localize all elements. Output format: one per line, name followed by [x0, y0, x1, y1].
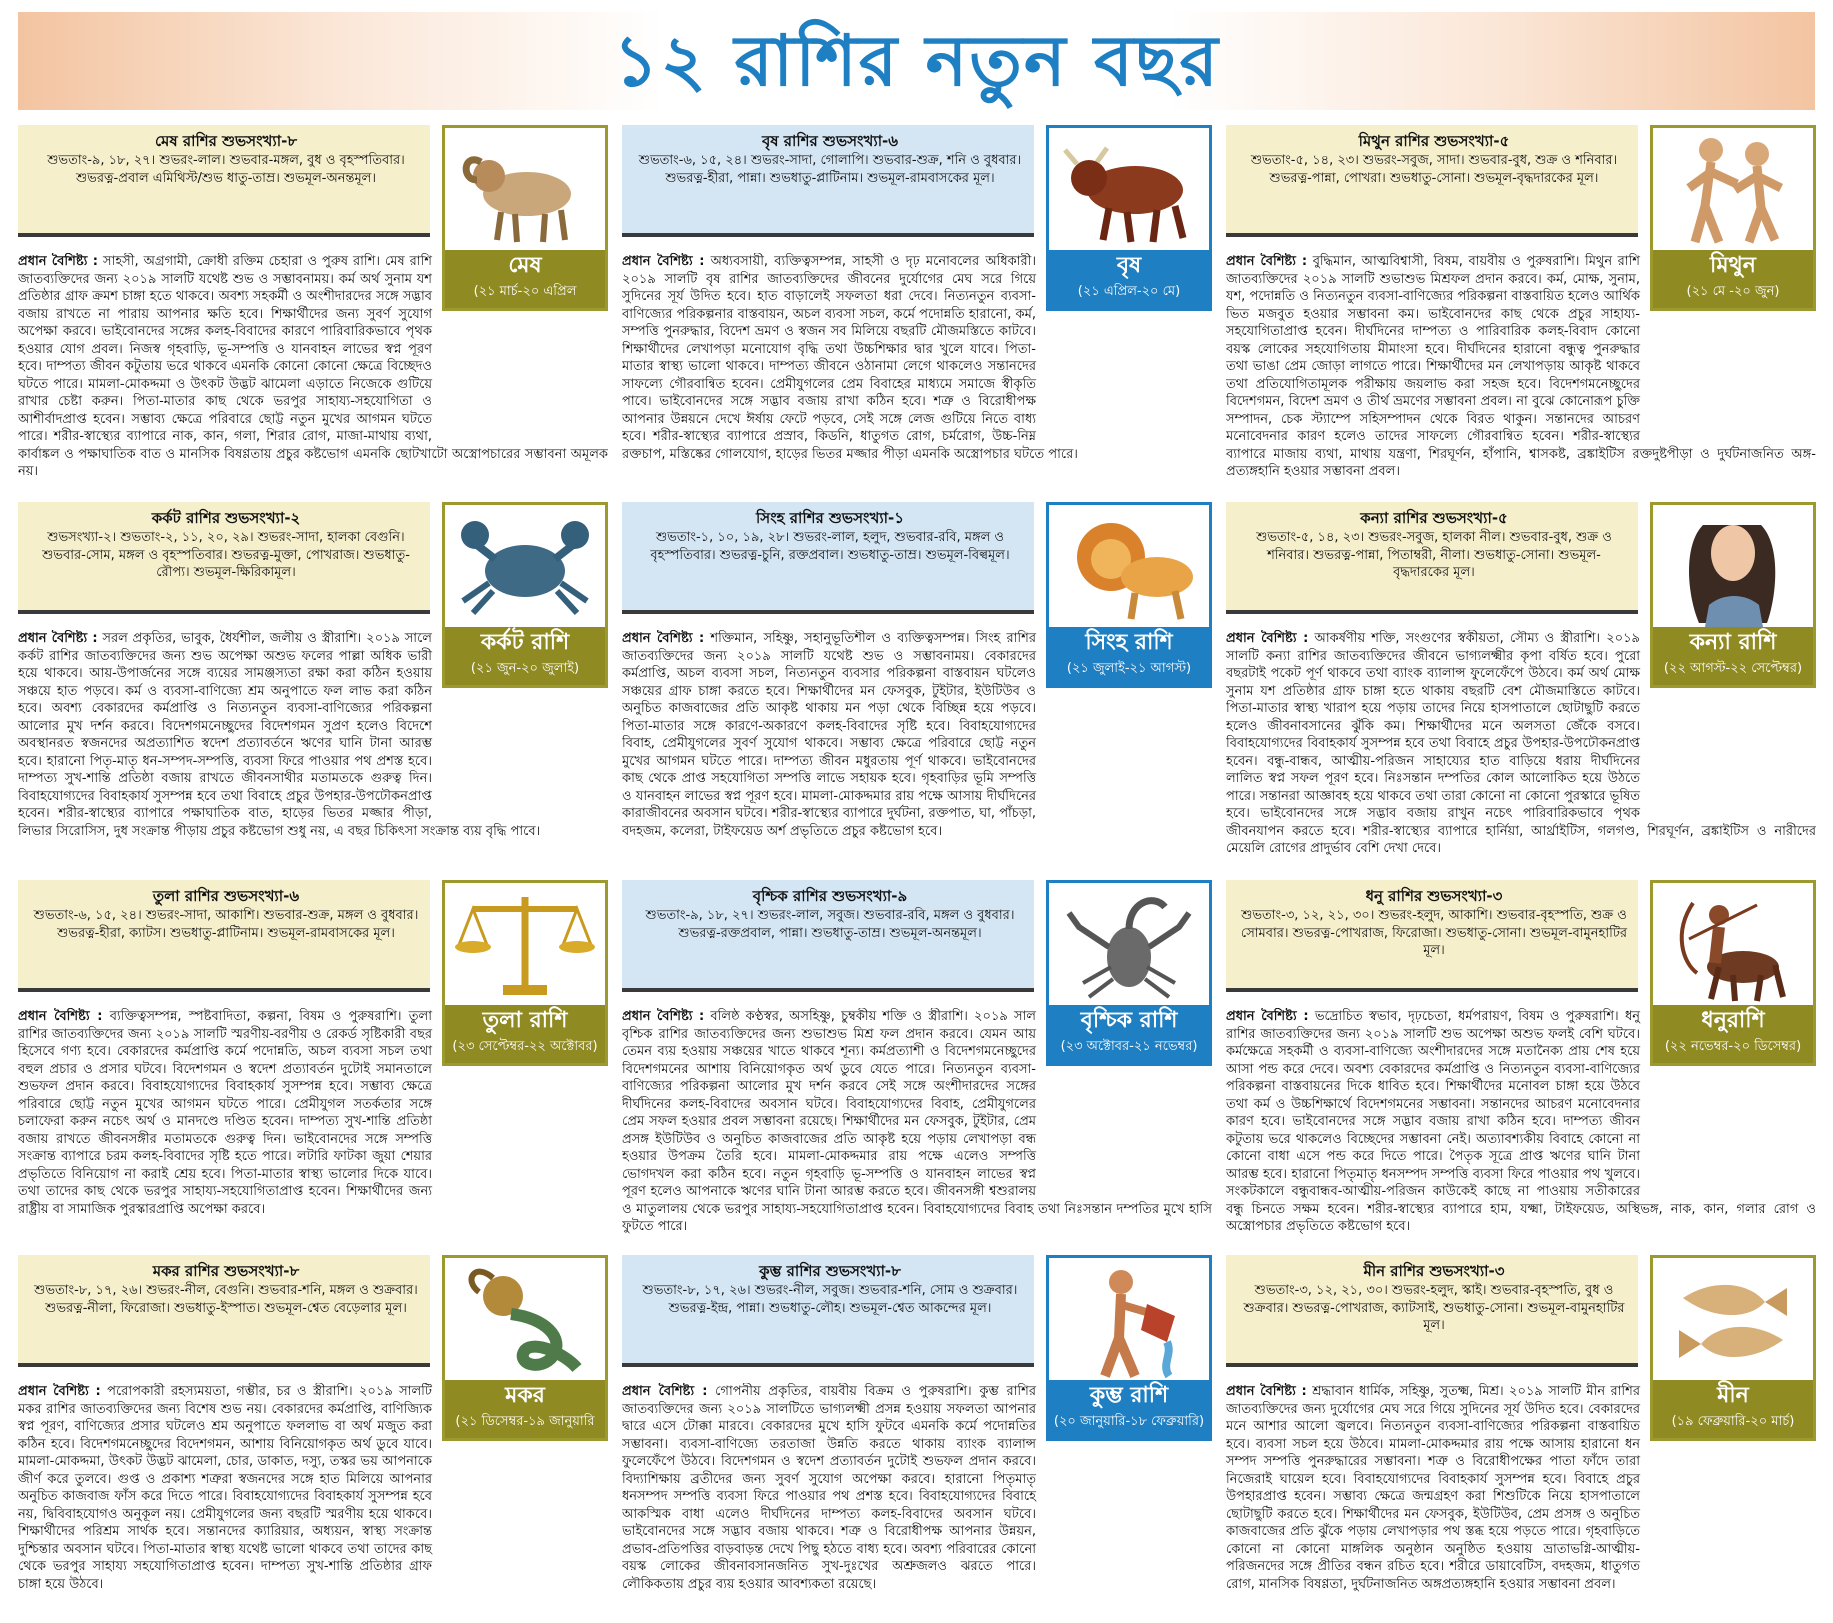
lion-icon: [1049, 505, 1209, 627]
lucky-details: শুভতাং-৫, ১৪, ২৩। শুভরং-সবুজ, হালকা নীল। শুভবার-বুধ, শুক্র ও শনিবার। শুভরত্ন-পান্না, পিতাম্বরী, নীলা। শুভধাতু-সোনা। শুভমূল-বৃদ্ধদারকের মূল।: [1256, 530, 1612, 580]
crab-icon: [445, 505, 605, 627]
fish-icon: [1653, 1258, 1813, 1380]
lucky-details: শুভতাং-৩, ১২, ২১, ৩০। শুভরং-হলুদ, স্কাই। শুভবার-বৃহস্পতি, বুধ ও শুক্রবার। শুভরত্ন-পোখরাজ, ক্যাটসাই, শুভধাতু-সোনা। শুভমূল-বামুনহাটির মূল।: [1243, 1283, 1625, 1333]
lucky-number-title: মকর রাশির শুভসংখ্যা-৮: [152, 1262, 300, 1280]
sign-dates: (২০ জানুয়ারি-১৮ ফেব্রুয়ারি): [1053, 1414, 1205, 1429]
sign-description: [622, 630, 1212, 865]
sign-dates: (২২ নভেম্বর-২০ ডিসেম্বর): [1664, 1039, 1802, 1054]
ram-icon: [445, 128, 605, 250]
sign-name: কন্যা রাশি: [1689, 630, 1777, 655]
trait-label: প্রধান বৈশিষ্ট্য :: [622, 1384, 708, 1399]
scales-icon: [445, 883, 605, 1005]
lucky-info-box: [18, 125, 430, 237]
lucky-number-title: ধনু রাশির শুভসংখ্যা-৩: [1365, 887, 1503, 905]
sign-name: মেষ: [508, 253, 542, 278]
sign-dates: (২৩ সেপ্টেম্বর-২২ অক্টোবর): [452, 1039, 598, 1054]
trait-text: শ্রদ্ধাবান ধার্মিক, সহিষ্ণু, সুতক্ষ্ম, মিশ্র। ২০১৯ সালটি মীন রাশির জাতব্যক্তিদের জন্য দুর্যোগের মেঘ সরে গিয়ে সুদিনের সূর্য উদিত হবে। বেকারদের মনে আশার আলো জ্বলবে। নিত্যনতুন ব্যবসা-বাণিজ্যের পরিকল্পনা বাস্তবায়িত হবে। ব্যবসা সচল হয়ে উঠবে। মামলা-মোকদ্দমার রায় পক্ষে আসায় হারানো ধন সম্পদ সম্পত্তি পুনরুদ্ধারের সম্ভাবনা। শত্রু ও বিরোধীপক্ষের পাতা ফাঁদে তারা নিজেরাই ঘায়েল হবে। বিবাহযোগ্যদের বিবাহকার্য সুসম্পন্ন হবে। বিবাহে প্রচুর উপহারপ্রাপ্ত হবেন। সম্ভাব্য ক্ষেত্রে জন্মগ্রহণ করা শিশুটিকে নিয়ে হাসপাতালে ছোটাছুটি করতে হবে। শিক্ষার্থীদের মন ফেসবুক, ইউটিউব, প্রেম প্রসঙ্গ ও অনুচিত কাজবাজের প্রতি ঝুঁকে পড়ায় লেখাপড়ার পথ স্তব্ধ হয়ে পড়তে পারে। গৃহবাড়িতে কোনো না কোনো মাঙ্গলিক অনুষ্ঠান অনুষ্ঠিত হওয়ায় ভ্রাতাভগ্নি-আত্মীয়-পরিজনদের সঙ্গে প্রীতির বন্ধন রচিত হবে। শরীরে ডায়াবেটিস, বদহজম, ধাতুগত রোগ, মানসিক বিষণ্ণতা, দুর্ঘটনাজনিত অঙ্গপ্রত্যঙ্গহানি হওয়ার সম্ভাবনা প্রবল।: [1226, 1384, 1640, 1592]
bull-icon: [1049, 128, 1209, 250]
lucky-info-box: [622, 125, 1034, 237]
sign-dates: (২২ আগস্ট-২২ সেপ্টেম্বর): [1663, 661, 1803, 676]
lucky-number-title: বৃষ রাশির শুভসংখ্যা-৬: [761, 132, 899, 150]
sign-dates: (২১ এপ্রিল-২০ মে): [1077, 284, 1181, 299]
trait-text: বুদ্ধিমান, আত্মবিশ্বাসী, বিষম, বায়বীয় ও পুরুষরাশি। মিথুন রাশি জাতব্যক্তিদের ২০১৯ সালটি শুভাশুভ মিশ্রফল প্রদান করবে। কর্ম, মোক্ষ, সুনাম, যশ, পদোন্নতি ও নিত্যনতুন ব্যবসা-বাণিজ্যের পরিকল্পনা বাস্তবায়িত হলেও আর্থিক ভিত মজবুত হওয়ার সম্ভাবনা কম। ভাইবোনদের কাছ থেকে প্রচুর সাহায্য-সহযোগিতাপ্রাপ্ত হবেন। দীর্ঘদিনের দাম্পত্য ও পারিবারিক কলহ-বিবাদ কোনো বয়স্ক লোকের সহযোগিতায় মীমাংসা হবে। দীর্ঘদিনের হারানো বন্ধুত্ব পুনরুদ্ধার তথা ভাঙা প্রেম জোড়া লাগতে পারে। শিক্ষার্থীদের মন লেখাপড়ায় আকৃষ্ট থাকবে তথা প্রতিযোগিতামূলক পরীক্ষায় জয়লাভ করা সহজ হবে। বিদেশগমনেচ্ছুদের বিদেশগমন, বিদেশ ভ্রমণ ও তীর্থ ভ্রমণের সম্ভাবনা প্রবল। না বুঝে কোনোরূপ চুক্তি সম্পাদন, চেক স্ট্যাম্পে সহিসম্পাদন থেকে বিরত থাকুন। সন্তানদের আচরণ মনোবেদনার কারণ হলেও তাদের সাফল্যে গৌরবান্বিত হবেন। শরীর-স্বাস্থ্যের ব্যাপারে মাজায় ব্যথা, মাথায় যন্ত্রণা, শিরঘূর্ণন, হাঁপানি, শ্বাসকষ্ট, ব্রঙ্কাইটিস রক্তদুষ্টপীড়া ও দুর্ঘটনাজনিত অঙ্গ-প্রত্যঙ্গহানি হওয়ার সম্ভাবনা প্রবল।: [1226, 254, 1816, 479]
zodiac-card-capricorn: [18, 1255, 608, 1620]
lucky-info-box: [622, 1255, 1034, 1367]
page-title: ১২ রাশির নতুন বছর: [613, 20, 1220, 102]
scorpion-icon: [1049, 883, 1209, 1005]
trait-label: প্রধান বৈশিষ্ট্য :: [18, 1384, 101, 1399]
lucky-number-title: কুম্ভ রাশির শুভসংখ্যা-৮: [759, 1262, 901, 1280]
lucky-number-title: মীন রাশির শুভসংখ্যা-৩: [1363, 1262, 1505, 1280]
trait-label: প্রধান বৈশিষ্ট্য :: [1226, 254, 1308, 269]
zodiac-card-pisces: [1226, 1255, 1816, 1620]
lucky-details: শুভতাং-১, ১০, ১৯, ২৮। শুভরং-লাল, হলুদ, শুভবার-রবি, মঙ্গল ও বৃহস্পতিবার। শুভরত্ন-চুনি, রক্তপ্রবাল। শুভধাতু-তাম্র। শুভমূল-বিল্বমূল।: [650, 530, 1010, 563]
zodiac-card-cancer: [18, 502, 608, 867]
trait-text: গোপনীয় প্রকৃতির, বায়বীয় বিক্রম ও পুরুষরাশি। কুম্ভ রাশির জাতব্যক্তিদের জন্য ২০১৯ সালটিতে ভাগ্যলক্ষ্মী প্রসন্ন হওয়ায় সফলতা আপনার দ্বারে এসে টোক্কা মারবে। বেকারদের মুখে হাসি ফুটবে এমনকি কর্মে পদোন্নতির সম্ভাবনা। ব্যবসা-বাণিজ্যে তরতাজা উন্নতি করতে থাকায় ব্যাংক ব্যালান্স ফুলেফেঁপে উঠবে। বিদেশগমন ও স্বদেশ প্রত্যাবর্তন দুটোই শুভফল প্রদান করবে। বিদ্যাশিক্ষায় ব্রতীদের জন্য সুবর্ণ সুযোগ অপেক্ষা করবে। হারানো পিতৃমাতৃ ধনসম্পদ সম্পত্তি ব্যবসা ফিরে পাওয়ার পথ প্রশস্ত হবে। বিবাহযোগ্যদের বিবাহে আকস্মিক বাধা এলেও দীর্ঘদিনের দাম্পত্য কলহ-বিবাদের অবসান ঘটবে। ভাইবোনদের সঙ্গে সদ্ভাব বজায় থাকবে। শত্রু ও বিরোধীপক্ষ আপনার উন্নয়ন, প্রভাব-প্রতিপত্তির বাড়বাড়ন্ত দেখে পিছু হঠতে বাধ্য হবে। অবশ্য পরিবারের কোনো বয়স্ক লোকের জীবনাবসানজনিত সুখ-দুঃখের অশ্রুজলও ঝরতে পারে। লৌকিকতায় প্রচুর ব্যয় হওয়ার আবশ্যকতা রয়েছে।: [622, 1384, 1036, 1592]
sign-description: [622, 1383, 1212, 1618]
trait-label: প্রধান বৈশিষ্ট্য :: [622, 254, 705, 269]
sign-name: কর্কট রাশি: [480, 630, 570, 655]
lucky-info-box: [1226, 125, 1638, 237]
water-bearer-icon: [1049, 1258, 1209, 1380]
sign-dates: (২১ জুলাই-২১ আগস্ট): [1066, 661, 1192, 676]
lucky-info-box: [622, 880, 1034, 992]
sign-dates: (১৯ ফেব্রুয়ারি-২০ মার্চ): [1671, 1414, 1795, 1429]
zodiac-card-virgo: [1226, 502, 1816, 867]
zodiac-card-taurus: [622, 125, 1212, 490]
sign-name: ধনুরাশি: [1701, 1008, 1765, 1033]
zodiac-card-aries: [18, 125, 608, 490]
sign-description: [18, 630, 608, 865]
lucky-details: শুভতাং-৬, ১৫, ২৪। শুভরং-সাদা, গোলাপি। শুভবার-শুক্র, শনি ও বুধবার। শুভরত্ন-হীরা, পান্না। শুভধাতু-প্লাটিনাম। শুভমূল-রামবাসকের মূল।: [638, 153, 1022, 186]
sign-name: মীন: [1717, 1383, 1749, 1408]
sign-dates: (২৩ অক্টোবর-২১ নভেম্বর): [1060, 1039, 1198, 1054]
trait-label: প্রধান বৈশিষ্ট্য :: [622, 631, 705, 646]
sign-name: বৃষ: [1116, 253, 1142, 278]
lucky-info-box: [622, 502, 1034, 614]
trait-label: প্রধান বৈশিষ্ট্য :: [18, 631, 98, 646]
sea-goat-icon: [445, 1258, 605, 1380]
trait-label: প্রধান বৈশিষ্ট্য :: [1226, 631, 1309, 646]
lucky-info-box: [18, 502, 430, 614]
archer-icon: [1653, 883, 1813, 1005]
sign-description: [622, 1008, 1212, 1243]
trait-text: সরল প্রকৃতির, ভাবুক, ধৈর্যশীল, জলীয় ও স্ত্রীরাশি। ২০১৯ সালে কর্কট রাশির জাতব্যক্তিদের জন্য শুভ অপেক্ষা অশুভ ফলের পাল্লা অধিক ভারী হয়ে থাকবে। আয়-উপার্জনের সঙ্গে ব্যয়ের সামঞ্জস্যতা রক্ষা করা কঠিন হওয়ায় সঞ্চয়ে হাত পড়বে। কর্ম ও ব্যবসা-বাণিজ্যে শ্রম অনুপাতে ফল লাভ করা কঠিন হবে। অবশ্য বেকারদের কর্মপ্রাপ্তি ও নিত্যনতুন ব্যবসা-বাণিজ্যের পরিকল্পনা আলোর মুখ দর্শন করবে। বিদেশগমনেচ্ছুদের বিদেশগমন সুপ্রণ হলেও বিদেশে অবস্থানরত স্বজনদের অপ্রত্যাশিত স্বদেশ প্রত্যাবর্তনে ঋণের ঘানি টানা আরম্ভ হবে। হারানো পিতৃ-মাতৃ ধন-সম্পদ-সম্পত্তি, ব্যবসা ফিরে পাওয়ার পথ প্রশস্ত হবে। দাম্পত্য সুখ-শান্তি প্রতিষ্ঠা বজায় রাখতে জীবনসাথীর মতামতকে গুরুত্ব দিন। বিবাহযোগ্যদের বিবাহকার্য সুসম্পন্ন হবে তথা বিবাহে প্রচুর উপহার-উপঢৌকনপ্রাপ্ত হবেন। শরীর-স্বাস্থ্যের ব্যাপারে পক্ষাঘাতিক বাত, হাড়ের ভিতর মজ্জার পীড়া, লিভার সিরোসিস, দুধ সংক্রান্ত পীড়ায় প্রচুর কষ্টভোগ শুধু নয়, এ বছর চিকিৎসা সংক্রান্ত ব্যয় বৃদ্ধি পাবে।: [18, 631, 541, 839]
trait-text: অধ্যবসায়ী, ব্যক্তিত্বসম্পন্ন, সাহসী ও দৃঢ় মনোবলের অধিকারী। ২০১৯ সালটি বৃষ রাশির জাতব্যক্তিদের জীবনের দুর্যোগের মেঘ সরে গিয়ে সুদিনের সূর্য উদিত হবে। হাত বাড়ালেই সফলতা ধরা দেবে। নিত্যনতুন ব্যবসা-বাণিজ্যের পরিকল্পনার বাস্তবায়ন, অচল ব্যবসা সচল, কর্মে পদোন্নতি হারানো, কর্ম, সম্পত্তি পুনরুদ্ধার, বিদেশ ভ্রমণ ও স্বজন সব মিলিয়ে বছরটি মৌজমস্তিতে কাটবে। শিক্ষার্থীদের লেখাপড়া মনোযোগ বৃদ্ধি তথা উচ্চশিক্ষার দ্বার খুলে যাবে। পিতা-মাতার স্বাস্থ্য ভালো থাকবে। দাম্পত্য জীবনে ওঠানামা লেগে থাকলেও সন্তানদের সাফল্যে গৌরবান্বিত হবেন। প্রেমীযুগলের প্রেম বিবাহের মাধ্যমে সমাজে স্বীকৃতি পাবে। ভাইবোনদের সঙ্গে সদ্ভাব বজায় রাখা কঠিন হবে। শত্রু ও বিরোধীপক্ষ আপনার উন্নয়নে দেখে ঈর্ষায় ফেটে পড়বে, সেই সঙ্গে লেজ গুটিয়ে নিতে বাধ্য হবে। শরীর-স্বাস্থ্যের ব্যাপারে প্রস্রাব, কিডনি, ধাতুগত রোগ, চর্মরোগ, উচ্চ-নিম্ন রক্তচাপ, মস্তিষ্কের গোলযোগ, হাড়ের ভিতর মজ্জার পীড়া এমনকি অস্ত্রোপচার ঘটতে পারে।: [622, 254, 1078, 462]
sign-description: [1226, 630, 1816, 865]
zodiac-card-gemini: [1226, 125, 1816, 490]
lucky-info-box: [18, 1255, 430, 1367]
sign-dates: (২১ মার্চ-২০ এপ্রিল: [473, 284, 577, 299]
lucky-number-title: তুলা রাশির শুভসংখ্যা-৬: [152, 887, 300, 905]
trait-text: পরোপকারী রহস্যময়তা, গম্ভীর, চর ও স্ত্রীরাশি। ২০১৯ সালটি মকর রাশির জাতব্যক্তিদের জন্য বিশেষ শুভ নয়। বেকারদের কর্মপ্রাপ্তি, বাণিজ্যিক স্বপ্ন পূরণ, বাণিজ্যের প্রসার ঘটলেও শ্রম অনুপাতে ফললাভ বা অর্থ মজুত করা কঠিন হবে। বিদেশগমনেচ্ছুদের বিদেশগমন, আশায় বিনিয়োগকৃত অর্থ ডুবে যাবে। মামলা-মোকদ্দমা, উৎকট উদ্ভট ঝামেলা, চোর, ডাকাত, দস্যু, তস্কর ভয় আপনাকে জীর্ণ করে তুলবে। গুপ্ত ও প্রকাশ্য শত্রুরা স্বজনদের সঙ্গে হাত মিলিয়ে আপনার অনুচিত কাজবাজ ফাঁস করে দিতে পারে। বিবাহযোগ্যদের বিবাহকার্য সুসম্পন্ন হবে নয়, দ্বিবিবাহযোগও অনুকূল নয়। প্রেমীযুগলের জন্য বছরটি স্মরণীয় হয়ে থাকবে। শিক্ষার্থীদের পরিশ্রম সার্থক হবে। সন্তানদের ক্যারিয়ার, অধ্যয়ন, স্বাস্থ্য সংক্রান্ত দুশ্চিন্তার অবসান ঘটবে। পিতা-মাতার স্বাস্থ্য যথেষ্ট ভালো থাকবে তথা তাদের কাছ থেকে ভরপুর সাহায্য সহযোগিতাপ্রাপ্ত হবেন। দাম্পত্য সুখ-শান্তি প্রতিষ্ঠার গ্রাফ চাঙ্গা হয়ে উঠবে।: [18, 1384, 432, 1592]
trait-label: প্রধান বৈশিষ্ট্য :: [18, 254, 98, 269]
lucky-details: শুভতাং-৬, ১৫, ২৪। শুভরং-সাদা, আকাশি। শুভবার-শুক্র, মঙ্গল ও বুধবার। শুভরত্ন-হীরা, ক্যাটস। শুভধাতু-প্লাটিনাম। শুভমূল-রামবাসকের মূল।: [33, 908, 419, 941]
twins-icon: [1653, 128, 1813, 250]
sign-description: [1226, 1008, 1816, 1243]
zodiac-card-sagittarius: [1226, 880, 1816, 1245]
sign-dates: (২১ মে -২০ জুন): [1686, 284, 1780, 299]
sign-dates: (২১ জুন-২০ জুলাই): [470, 661, 580, 676]
lucky-number-title: কর্কট রাশির শুভসংখ্যা-২: [151, 509, 301, 527]
trait-label: প্রধান বৈশিষ্ট্য :: [1226, 1384, 1307, 1399]
lucky-info-box: [1226, 502, 1638, 614]
lucky-details: শুভতাং-৮, ১৭, ২৬। শুভরং-নীল, বেগুনি। শুভবার-শনি, মঙ্গল ও শুক্রবার। শুভরত্ন-নীলা, ফিরোজা। শুভধাতু-ইস্পাত। শুভমূল-শ্বেত বেড়েলার মূল।: [34, 1283, 418, 1316]
lucky-number-title: সিংহ রাশির শুভসংখ্যা-১: [756, 509, 904, 527]
lucky-details: শুভতাং-৫, ১৪, ২৩। শুভরং-সবুজ, সাদা। শুভবার-বুধ, শুক্র ও শনিবার। শুভরত্ন-পান্না, পোখরা। শুভধাতু-সোনা। শুভমূল-বৃদ্ধদারকের মূল।: [1250, 153, 1618, 186]
lucky-details: শুভসংখ্যা-২। শুভতাং-২, ১১, ২০, ২৯। শুভরং-সাদা, হালকা বেগুনি। শুভবার-সোম, মঙ্গল ও বৃহস্পতিবার। শুভরত্ন-মুক্তা, পোখরাজ। শুভধাতু-রৌপ্য। শুভমূল-ক্ষিরিকামূল।: [42, 530, 410, 580]
sign-name: মকর: [505, 1383, 545, 1408]
lucky-number-title: কন্যা রাশির শুভসংখ্যা-৫: [1360, 509, 1508, 527]
sign-description: [18, 1008, 608, 1243]
trait-label: প্রধান বৈশিষ্ট্য :: [18, 1009, 103, 1024]
lucky-info-box: [1226, 880, 1638, 992]
trait-text: ভদ্রোচিত স্বভাব, দৃঢ়চেতা, ধর্মপরায়ণ, বিষম ও পুরুষরাশি। ধনু রাশির জাতব্যক্তিদের জন্য ২০১৯ সালটি শুভ অপেক্ষা অশুভ ফলই বেশি ঘটবে। কর্মক্ষেত্রে সহকর্মী ও ব্যবসা-বাণিজ্যে অংশীদারদের সঙ্গে মতানৈক্য প্রায় শেষ হয়ে আসা পন্ড করে দেবে। অবশ্য বেকারদের কর্মপ্রাপ্তি ও নিত্যনতুন ব্যবসা-বাণিজ্যের পরিকল্পনা বাস্তবায়নের দিকে ধাবিত হবে। শিক্ষার্থীদের মনোবল চাঙ্গা হয়ে উঠবে তথা কর্ম ও উচ্চশিক্ষার্থে বিদেশগমনের সম্ভাবনা। সন্তানদের আচরণ মনোবেদনার কারণ হবে। ভাইবোনদের সঙ্গে সদ্ভাব বজায় রাখা কঠিন হবে। দাম্পত্য জীবন কটুতায় ভরে থাকলেও বিচ্ছেদের সম্ভাবনা নেই। অত্যাবশ্যকীয় বিবাহে কোনো না কোনো বাধা এসে পন্ড করে দিতে পারে। পৈতৃক সূত্রে প্রাপ্ত ঋণের ঘানি টানা আরম্ভ হবে। হারানো পিতৃমাতৃ ধনসম্পদ সম্পত্তি ব্যবসা ফিরে পাওয়ার পথ খুলবে। সংকটকালে বন্ধুবান্ধব-আত্মীয়-পরিজন কাউকেই কাছে না পাওয়ায় সতীকারের বন্ধু চিনতে সক্ষম হবেন। শরীর-স্বাস্থ্যের ব্যাপারে হাম, যক্ষ্মা, টাইফয়েড, অস্থিভঙ্গ, নাক, কান, গলার রোগ ও অস্ত্রোপচার প্রভৃতিতে কষ্টভোগ হবে।: [1226, 1009, 1816, 1234]
sign-name: কুম্ভ রাশি: [1089, 1383, 1169, 1408]
zodiac-card-scorpio: [622, 880, 1212, 1245]
lucky-info-box: [18, 880, 430, 992]
lucky-info-box: [1226, 1255, 1638, 1367]
zodiac-card-leo: [622, 502, 1212, 867]
lucky-number-title: মিথুন রাশির শুভসংখ্যা-৫: [1358, 132, 1510, 150]
trait-label: প্রধান বৈশিষ্ট্য :: [1226, 1009, 1309, 1024]
sign-description: [1226, 1383, 1816, 1618]
sign-name: বৃশ্চিক রাশি: [1080, 1008, 1178, 1033]
sign-description: [1226, 253, 1816, 488]
sign-description: [18, 253, 608, 488]
trait-text: শক্তিমান, সহিষ্ণু, সহানুভূতিশীল ও ব্যক্তিত্বসম্পন্ন। সিংহ রাশির জাতব্যক্তিদের জন্য ২০১৯ সালটি যথেষ্ট শুভ ও সম্ভাবনাময়। বেকারদের কর্মপ্রাপ্তি, অচল ব্যবসা সচল, নিত্যনতুন ব্যবসার পরিকল্পনা বাস্তবায়ন ঘটলেও সঞ্চয়ের গ্রাফ চাঙ্গা করতে হবে। শিক্ষার্থীদের মন ফেসবুক, টুইটার, ইউটিউব ও অনুচিত কাজবাজের প্রতি আকৃষ্ট থাকায় মন পড়া থেকে বিচ্ছিন্ন হয়ে পড়বে। পিতা-মাতার সঙ্গে কারণে-অকারণে কলহ-বিবাদের সৃষ্টি হবে। বিবাহযোগ্যদের বিবাহ, প্রেমীযুগলের সুবর্ণ সুযোগ থাকবে। সম্ভাব্য ক্ষেত্রে পরিবারে ছোট্ট নতুন মুখের আগমন ঘটতে পারে। দাম্পত্য জীবন মধুরতায় পূর্ণ থাকবে। ভাইবোনদের কাছ থেকে প্রাপ্ত সহযোগিতা সম্পত্তি লাভে সহায়ক হবে। গৃহবাড়ির ভূমি সম্পত্তি ও যানবাহন লাভের স্বপ্ন পূরণ হবে। মামলা-মোকদ্দমার রায় পক্ষে আসায় দীর্ঘদিনের কারাজীবনের অবসান ঘটবে। শরীর-স্বাস্থ্যের ব্যাপারে দুর্ঘটনা, রক্তপাত, ঘা, পাঁচড়া, বদহজম, কলেরা, টাইফয়েড অর্শ প্রভৃতিতে প্রচুর কষ্টভোগ হবে।: [622, 631, 1036, 839]
trait-text: সাহসী, অগ্রগামী, ক্রোধী রক্তিম চেহারা ও পুরুষ রাশি। মেষ রাশি জাতব্যক্তিদের জন্য ২০১৯ সালটি যথেষ্ট শুভ ও সম্ভাবনাময়। কর্ম অর্থ সুনাম যশ প্রতিষ্ঠার গ্রাফ ক্রমশ চাঙ্গা হতে থাকবে। অবশ্য সহকর্মী ও অংশীদারদের সঙ্গে সদ্ভাব বজায় রাখতে না পারায় আপনার ক্ষতি হবে। শিক্ষার্থীদের জন্য সুবর্ণ সুযোগ অপেক্ষা করবে। ভাইবোনদের সঙ্গের কলহ-বিবাদের কারণে পারিবারিকভাবে পৃথক হওয়ার যোগ প্রবল। নিজস্ব গৃহবাড়ি, ভূ-সম্পত্তি ও যানবাহন লাভের স্বপ্ন পূরণ হবে। দাম্পত্য জীবন কটুতায় ভরে থাকবে এমনকি কোনো কোনো ক্ষেত্রে বিচ্ছেদও ঘটতে পারে। মামলা-মোকদ্দমা ও উৎকট উদ্ভট ঝামেলা এড়াতে নিজেকে গুটিয়ে রাখার চেষ্টা করুন। পিতা-মাতার কাছ থেকে ভরপুর সাহায্য-সহযোগিতা ও আশীর্বাদপ্রাপ্ত হবেন। সম্ভাব্য ক্ষেত্রে পরিবারে ছোট্ট নতুন মুখের আগমন ঘটতে পারে। শরীর-স্বাস্থ্যের ব্যাপারে নাক, কান, গলা, শিরার রোগ, মাজা-মাথায় ব্যথা, কার্বাঙ্কল ও পক্ষাঘাতিক বাত ও মানসিক বিষণ্ণতায় প্রচুর কষ্টভোগ এমনকি ছোটখাটো অস্ত্রোপচারের সম্ভাবনা অমূলক নয়।: [18, 254, 608, 479]
trait-label: প্রধান বৈশিষ্ট্য :: [622, 1009, 705, 1024]
lucky-details: শুভতাং-৯, ১৮, ২৭। শুভরং-লাল, সবুজ। শুভবার-রবি, মঙ্গল ও বুধবার। শুভরত্ন-রক্তপ্রবাল, পান্না। শুভধাতু-তাম্র। শুভমূল-অনন্তমূল।: [645, 908, 1015, 941]
trait-text: আকর্ষণীয় শক্তি, সংগুণের স্বকীয়তা, সৌম্য ও স্ত্রীরাশি। ২০১৯ সালটি কন্যা রাশির জাতব্যক্তিদের জীবনে ভাগ্যলক্ষ্মীর কৃপা বর্ষিত হবে। পুরো বছরটাই পকেট পূর্ণ থাকবে তথা ব্যাংক ব্যালান্স ফুলেফেঁপে উঠবে। কর্ম অর্থ মোক্ষ সুনাম যশ প্রতিষ্ঠার গ্রাফ চাঙ্গা হতে থাকায় বছরটি বেশ মৌজমাস্তিতে কাটবে। পিতা-মাতার স্বাস্থ্য খারাপ হয়ে পড়ায় তাদের নিয়ে হাসপাতালে ছোটাছুটি করতে হলেও জীবনাবসানের ঝুঁকি কম। শিক্ষার্থীদের মনে অলসতা জেঁকে বসবে। বিবাহযোগ্যদের বিবাহকার্য সুসম্পন্ন হবে তথা বিবাহে প্রচুর উপহার-উপঢৌকনপ্রাপ্ত হবেন। বন্ধু-বান্ধব, আত্মীয়-পরিজন সাহায্যের হাত বাড়িয়ে ধরায় দীর্ঘদিনের লালিত স্বপ্ন সফল পূরণ হবে। নিঃসন্তান দম্পতির কোল আলোকিত হয়ে উঠতে পারে। সন্তানরা আজ্ঞাবহ হয়ে থাকবে তথা তারা কোনো না কোনো পুরস্কারে ভূষিত হবে। ভাইবোনদের সঙ্গে সদ্ভাব বজায় রাখুন নচেৎ পারিবারিকভাবে পৃথক জীবনযাপন করতে হবে। শরীর-স্বাস্থ্যের ব্যাপারে হার্নিয়া, আর্থ্রাইটিস, গলগণ্ড, শিরঘূর্ণন, ব্রঙ্কাইটিস ও নারীদের মেয়েলি রোগের প্রাদুর্ভাব বেশি দেখা দেবে।: [1226, 631, 1816, 856]
lucky-details: শুভতাং-৩, ১২, ২১, ৩০। শুভরং-হলুদ, আকাশি। শুভবার-বৃহস্পতি, শুক্র ও সোমবার। শুভরত্ন-পোখরাজ, ফিরোজা। শুভধাতু-সোনা। শুভমূল-বামুনহাটির মূল।: [1240, 908, 1628, 958]
trait-text: ব্যক্তিত্বসম্পন্ন, স্পষ্টবাদিতা, কল্পনা, বিষম ও পুরুষরাশি। তুলা রাশির জাতব্যক্তিদের জন্য ২০১৯ সালটি স্মরণীয়-বরণীয় ও রেকর্ড সৃষ্টিকারী বছর হিসেবে গণ্য হবে। বেকারদের কর্মপ্রাপ্তি কর্মে পদোন্নতি, অচল ব্যবসা সচল তথা বহুল প্রচার ও প্রসার ঘটবে। বিদেশগমন ও স্বদেশ প্রত্যাবর্তন দুটোই সমানতালে শুভফল প্রদান করবে। বিবাহযোগ্যদের বিবাহকার্য সুসম্পন্ন হবে। সম্ভাব্য ক্ষেত্রে পরিবারে ছোট্ট নতুন মুখের আগমন ঘটতে পারে। প্রেমীযুগল সতর্কতার সঙ্গে চলাফেরা করুন নচেৎ অর্থ ও মানদণ্ডে দণ্ডিত হবেন। দাম্পত্য সুখ-শান্তি প্রতিষ্ঠা বজায় রাখতে জীবনসঙ্গীর মতামতকে গুরুত্ব দিন। ভাইবোনদের সঙ্গে সম্পত্তি সংক্রান্ত ব্যাপারে চরম কলহ-বিবাদের সৃষ্টি হতে পারে। লটারি ফাটকা জুয়া শেয়ার প্রভৃতিতে বিনিয়োগ না করাই শ্রেয় হবে। পিতা-মাতার স্বাস্থ্য ভালোর দিকে যাবে। তথা তাদের কাছ থেকে ভরপুর সাহায্য-সহযোগিতাপ্রাপ্ত হবেন। শিক্ষার্থীদের জন্য রাষ্ট্রীয় বা সামাজিক পুরস্কারপ্রাপ্তি অপেক্ষা করবে।: [18, 1009, 432, 1217]
lucky-details: শুভতাং-৯, ১৮, ২৭। শুভরং-লাল। শুভবার-মঙ্গল, বুধ ও বৃহস্পতিবার। শুভরত্ন-প্রবাল এমিথিস্ট/শুভ ধাতু-তাম্র। শুভমূল-অনন্তমূল।: [47, 153, 405, 186]
sign-description: [622, 253, 1212, 488]
maiden-icon: [1653, 505, 1813, 627]
sign-name: মিথুন: [1710, 253, 1756, 278]
sign-name: তুলা রাশি: [482, 1008, 568, 1033]
zodiac-card-aquarius: [622, 1255, 1212, 1620]
sign-description: [18, 1383, 608, 1618]
zodiac-card-libra: [18, 880, 608, 1245]
trait-text: বলিষ্ঠ কণ্ঠস্বর, অসহিষ্ণু, চুম্বকীয় শক্তি ও স্ত্রীরাশি। ২০১৯ সাল বৃশ্চিক রাশির জাতব্যক্তিদের জন্য শুভাশুভ মিশ্র ফল প্রদান করবে। যেমন আয় তেমন ব্যয় হওয়ায় সঞ্চয়ের খাতে থাকবে শূন্য। কর্মপ্রত্যাশী ও বিদেশগমনেচ্ছুদের বিদেশগমনের আশায় বিনিয়োগকৃত অর্থ ডুবে যেতে পারে। নিত্যনতুন ব্যবসা-বাণিজ্যের পরিকল্পনা আলোর মুখ দর্শন করবে সেই সঙ্গে অংশীদারদের সঙ্গের দীর্ঘদিনের কলহ-বিবাদের অবসান ঘটবে। বিবাহযোগ্যদের বিবাহ, প্রেমীযুগলের প্রেম সফল হওয়ার প্রবল সম্ভাবনা রয়েছে। শিক্ষার্থীদের মন ফেসবুক, টুইটার, প্রেম প্রসঙ্গ ইউটিউব ও অনুচিত কাজবাজের প্রতি আকৃষ্ট হয়ে পড়ায় লেখাপড়া বন্ধ হওয়ার উপক্রম তৈরি হবে। মামলা-মোকদ্দমার রায় পক্ষে এলেও সম্পত্তি ভোগদখল করা কঠিন হবে। নতুন গৃহবাড়ি ভূ-সম্পত্তি ও যানবাহন লাভের স্বপ্ন পূরণ হলেও আপনাকে ঋণের ঘানি টানা আরম্ভ করতে হবে। জীবনসঙ্গী শ্বশুরালয় ও মাতুলালয় থেকে ভরপুর সাহায্য-সহযোগিতাপ্রাপ্ত হবেন। বিবাহযোগ্যদের বিবাহ তথা নিঃসন্তান দম্পতির মুখে হাসি ফুটতে পারে।: [622, 1009, 1212, 1234]
sign-dates: (২১ ডিসেম্বর-১৯ জানুয়ারি: [455, 1414, 595, 1429]
lucky-number-title: মেষ রাশির শুভসংখ্যা-৮: [154, 132, 298, 150]
lucky-number-title: বৃশ্চিক রাশির শুভসংখ্যা-৯: [752, 887, 908, 905]
lucky-details: শুভতাং-৮, ১৭, ২৬। শুভরং-নীল, সবুজ। শুভবার-শনি, সোম ও শুক্রবার। শুভরত্ন-ইন্দ্র, পান্না। শুভধাতু-লৌহ। শুভমূল-শ্বেত আকন্দের মূল।: [642, 1283, 1018, 1316]
sign-name: সিংহ রাশি: [1085, 630, 1173, 655]
